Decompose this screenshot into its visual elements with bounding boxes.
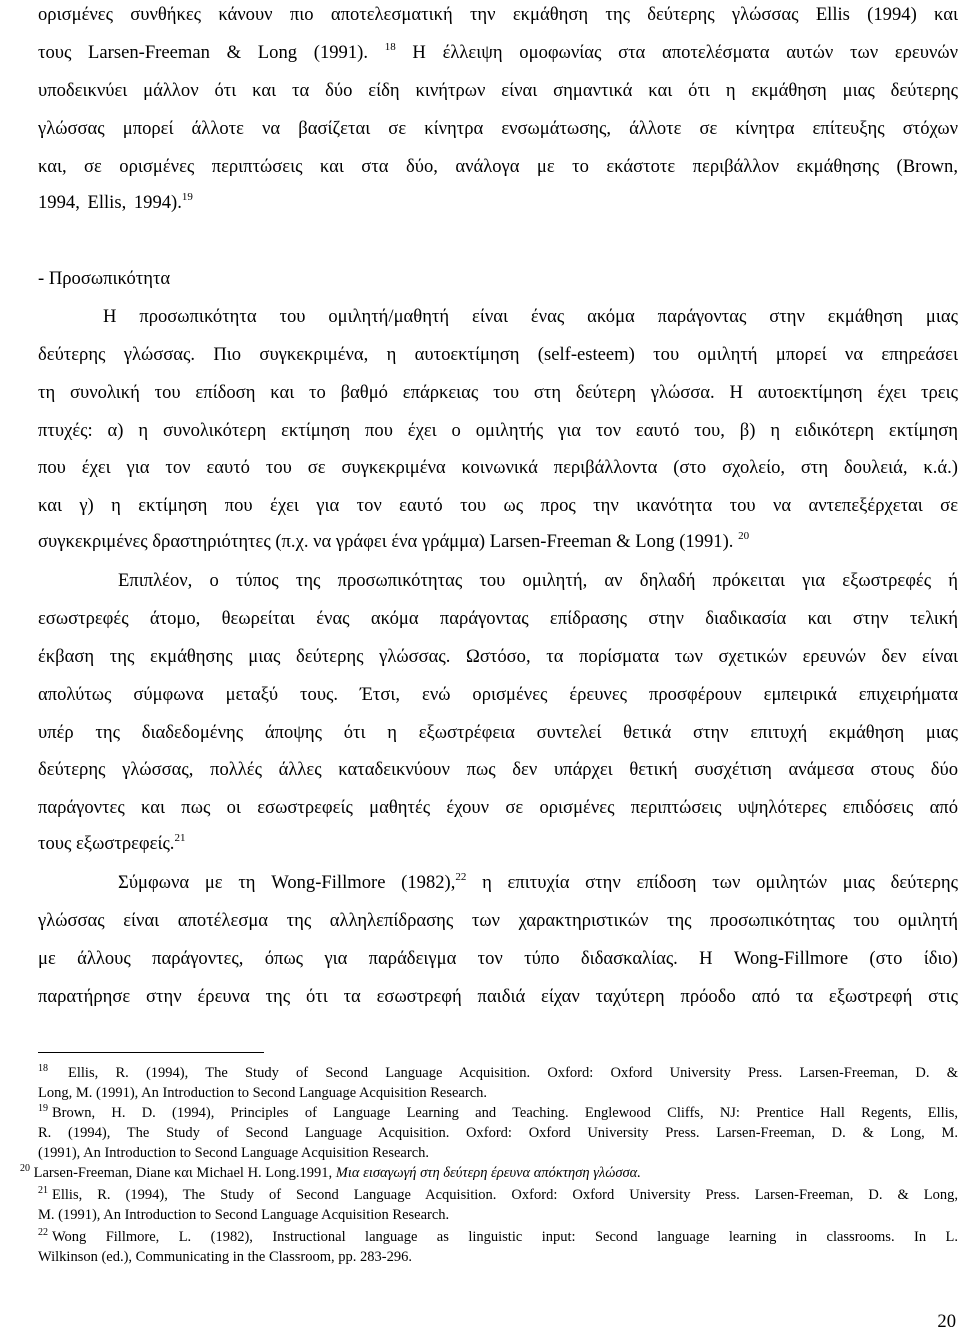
body-line: πτυχές: α) η συνολικότερη εκτίμηση που έχει ο ομιλητής για τον εαυτό του, β) η ειδικότερη εκτίμηση — [38, 420, 958, 441]
body-line: γλώσσας είναι αποτέλεσμα της αλληλεπίδρασης των χαρακτηριστικών της προσωπικότητας του ομιλητή — [38, 910, 958, 931]
footnote-19-cont: (1991), An Introduction to Second Language Acquisition Research. — [38, 1145, 430, 1161]
body-line: τη συνολική του επίδοση και το βαθμό επάρκειας του στη δεύτερη γλώσσα. Η αυτοεκτίμηση έχει τρεις — [38, 382, 958, 403]
footnote-19 — [38, 1104, 958, 1122]
text-span: Η έλλειψη ομοφωνίας στα αποτελέσματα αυτών των ερευνών — [395, 42, 958, 63]
body-line: υπέρ της διαδεδομένης άποψης ότι η εξωστρέφεια συντελεί θετικά στην επιτυχή εκμάθηση μιας — [38, 722, 958, 743]
footnote-ref: 22 — [455, 871, 467, 883]
body-line: με άλλους παράγοντες, όπως για παράδειγμα τον τύπο διδασκαλίας. Η Wong-Fillmore (στο ίδιο) — [38, 948, 958, 969]
footnote-text: Brown, H. D. (1994), Principles of Language Learning and Teaching. Englewood Cliffs, NJ: Prentice Hall Regents, Ellis, — [52, 1105, 958, 1121]
text-span: η επιτυχία στην επίδοση των ομιλητών μιας δεύτερης — [466, 872, 958, 893]
footnote-text: Ellis, R. (1994), The Study of Second Language Acquisition. Oxford: Oxford University Press. Larsen-Freeman, D. & — [68, 1065, 958, 1081]
body-line: γλώσσας μπορεί άλλοτε να βασίζεται σε κίνητρα ενσωμάτωσης, άλλοτε σε κίνητρα επίτευξης στόχων — [38, 118, 958, 139]
footnote-20 — [20, 1164, 958, 1182]
body-line: ορισμένες συνθήκες κάνουν πιο αποτελεσματική την εκμάθηση της δεύτερης γλώσσας Ellis (1994) και — [38, 4, 958, 25]
body-line: Επιπλέον, ο τύπος της προσωπικότητας του ομιλητή, αν δηλαδή πρόκειται για εξωστρεφές ή — [118, 570, 958, 591]
footnote-text: Ellis, R. (1994), The Study of Second Language Acquisition. Oxford: Oxford University Press. Larsen-Freeman, D. & Long, — [52, 1187, 958, 1203]
text-span: τους εξωστρεφείς. — [38, 833, 175, 854]
body-line — [38, 42, 958, 64]
body-line: Η προσωπικότητα του ομιλητή/μαθητή είναι ένας ακόμα παράγοντας στην εκμάθηση μιας — [103, 306, 958, 327]
text-span: τους Larsen-Freeman & Long (1991). — [38, 42, 385, 63]
body-line: και, σε ορισμένες περιπτώσεις και στα δύο, ανάλογα με το εκάστοτε περιβάλλον εκμάθησης (Brown, — [38, 156, 958, 177]
footnote-number: 22 — [38, 1227, 48, 1238]
body-line — [38, 531, 958, 553]
footnote-ref: 20 — [738, 530, 750, 542]
footnote-number: 19 — [38, 1103, 48, 1114]
body-line: δεύτερης γλώσσας. Πιο συγκεκριμένα, η αυτοεκτίμηση (self-esteem) του ομιλητή μπορεί να επηρεάσει — [38, 344, 958, 365]
footnote-19-cont: R. (1994), The Study of Second Language Acquisition. Oxford: Oxford University Press. Larsen-Freeman, D. & Long, M. — [38, 1125, 958, 1141]
footnote-number: 18 — [38, 1063, 48, 1074]
body-line: που έχει για τον εαυτό του σε συγκεκριμένα κοινωνικά περιβάλλοντα (στο σχολείο, στη δουλειά, κ.ά.) — [38, 457, 958, 478]
footnote-separator — [38, 1052, 264, 1053]
body-line: δεύτερης γλώσσας, πολλές άλλες καταδεικνύουν πως δεν υπάρχει θετική συσχέτιση ανάμεσα στους δύο — [38, 759, 958, 780]
footnote-ref: 19 — [181, 191, 193, 203]
footnote-italic-title: Μια εισαγωγή στη δεύτερη έρευνα απόκτηση γλώσσα. — [335, 1165, 641, 1181]
footnote-number: 20 — [20, 1163, 30, 1174]
text-span: συγκεκριμένες δραστηριότητες (π.χ. να γράφει ένα γράμμα) Larsen-Freeman & Long (1991). — [38, 531, 739, 552]
text-span: 1994, Ellis, 1994). — [38, 192, 182, 213]
body-line: παρατήρησε στην έρευνα της ότι τα εσωστρεφή παιδιά είχαν ταχύτερη πρόοδο από τα εξωστρεφή στις — [38, 986, 958, 1007]
footnote-ref: 21 — [174, 832, 186, 844]
page-number: 20 — [937, 1311, 956, 1332]
footnote-22 — [38, 1228, 958, 1246]
body-line: υποδεικνύει μάλλον ότι και τα δύο είδη κινήτρων είναι σημαντικά και ότι η εκμάθηση μιας δεύτερης — [38, 80, 958, 101]
footnote-21-cont: M. (1991), An Introduction to Second Language Acquisition Research. — [38, 1207, 450, 1223]
body-line: και γ) η εκτίμηση που έχει για τον εαυτό του ως προς την ικανότητα του να αντεπεξέρχεται σε — [38, 495, 958, 516]
footnote-text: Wong Fillmore, L. (1982), Instructional language as linguistic input: Second language learning in classrooms. In L. — [52, 1229, 958, 1245]
body-line: εσωστρεφές άτομο, θεωρείται ένας ακόμα παράγοντας επίδρασης στην διαδικασία και στην τελική — [38, 608, 958, 629]
footnote-text: Larsen-Freeman, Diane και Michael H. Long.1991, — [33, 1165, 336, 1181]
body-line — [38, 192, 958, 214]
text-span: Σύμφωνα με τη Wong-Fillmore (1982), — [118, 872, 456, 893]
footnote-18-cont: Long, M. (1991), An Introduction to Second Language Acquisition Research. — [38, 1085, 488, 1101]
footnote-22-cont: Wilkinson (ed.), Communicating in the Classroom, pp. 283-296. — [38, 1249, 412, 1265]
body-line — [38, 833, 958, 855]
footnote-ref: 18 — [384, 41, 396, 53]
body-line: έκβαση της εκμάθησης μιας δεύτερης γλώσσας. Ωστόσο, τα πορίσματα των σχετικών ερευνών δεν είναι — [38, 646, 958, 667]
footnote-21 — [38, 1186, 958, 1204]
body-line: απολύτως σύμφωνα μεταξύ τους. Έτσι, ενώ ορισμένες έρευνες προσφέρουν εμπειρικά επιχειρήματα — [38, 684, 958, 705]
footnote-number: 21 — [38, 1185, 48, 1196]
footnote-18 — [38, 1064, 958, 1082]
body-line — [118, 872, 958, 894]
section-heading: - Προσωπικότητα — [38, 268, 171, 289]
body-line: παράγοντες και πως οι εσωστρεφείς μαθητές έχουν σε ορισμένες περιπτώσεις υψηλότερες επιδόσεις από — [38, 797, 958, 818]
